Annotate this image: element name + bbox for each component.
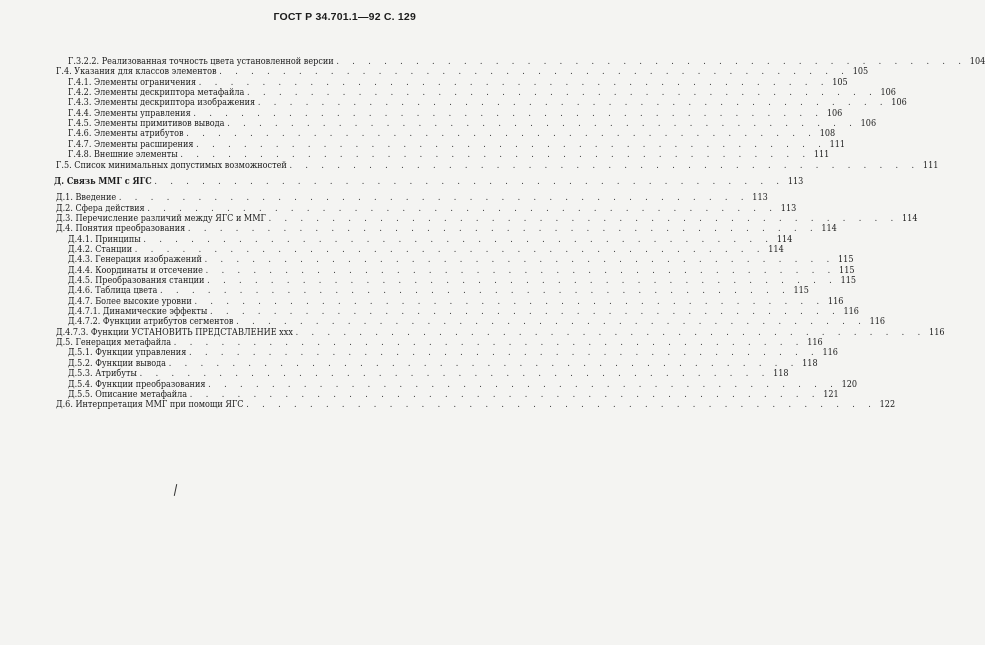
toc-entry-page: 105 bbox=[852, 67, 869, 78]
toc-entry-page: 113 bbox=[787, 176, 804, 187]
toc-entry-label: Г.4.7. Элементы расширения bbox=[68, 139, 194, 150]
toc-entry bbox=[68, 286, 809, 297]
toc-entry-page: 122 bbox=[879, 400, 896, 411]
toc-entry-label: Д.4.4. Координаты и отсечение bbox=[68, 265, 203, 276]
toc-leader-dots: . . . . . . . . . . . . . . . . . . . . . . . . . . . . . . . . . . . . . . . . bbox=[289, 160, 920, 171]
toc-entry-label: Г.4. Указания для классов элементов bbox=[56, 67, 217, 78]
toc-leader-dots: . . . . . . . . . . . . . . . . . . . . . . . . . . . . . . . . . . . . . . . . bbox=[227, 119, 858, 130]
toc-leader-dots: . . . . . . . . . . . . . . . . . . . . . . . . . . . . . . . . . . . . . . . . bbox=[187, 224, 818, 235]
toc-entry-label: Д.4.7.2. Функции атрибутов сегментов bbox=[68, 317, 234, 328]
toc-entry-page: 115 bbox=[840, 276, 857, 286]
toc-entry-page: 114 bbox=[821, 224, 837, 235]
toc-entry-label: Д.5.2. Функции вывода bbox=[68, 358, 166, 369]
toc-leader-dots: . . . . . . . . . . . . . . . . . . . . . . . . . . . . . . . . . . . . . . . . bbox=[189, 389, 820, 400]
toc-entry-page: 106 bbox=[880, 88, 896, 99]
toc-entry bbox=[68, 244, 784, 256]
toc-entry-page: 116 bbox=[929, 327, 945, 338]
toc-entry-label: Г.4.2. Элементы дескриптора метафайла bbox=[68, 88, 245, 99]
toc-entry-label: Г.4.6. Элементы атрибутов bbox=[68, 129, 184, 140]
toc-entry-label: Д.3. Перечисление различий между ЯГС и ММГ bbox=[56, 213, 266, 224]
toc-leader-dots: . . . . . . . . . . . . . . . . . . . . . . . . . . . . . . . . . . . . . . . . bbox=[205, 265, 836, 276]
toc-leader-dots: . . . . . . . . . . . . . . . . . . . . . . . . . . . . . . . . . . . . . . . . bbox=[236, 317, 867, 328]
toc-leader-dots: . . . . . . . . . . . . . . . . . . . . . . . . . . . . . . . . . . . . . . . . bbox=[134, 244, 765, 255]
toc-leader-dots: . . . . . . . . . . . . . . . . . . . . . . . . . . . . . . . . . . . . . . . . bbox=[204, 255, 835, 266]
toc-entry-label: Г.4.1. Элементы ограничения bbox=[68, 77, 197, 88]
toc-entry-label: Д.4.7.1. Динамические эффекты bbox=[68, 307, 208, 318]
toc-leader-dots: . . . . . . . . . . . . . . . . . . . . . . . . . . . . . . . . . . . . . . . . bbox=[186, 129, 817, 140]
toc-entry-label: Д.5.4. Функции преобразования bbox=[68, 379, 206, 390]
toc-leader-dots: . . . . . . . . . . . . . . . . . . . . . . . . . . . . . . . . . . . . . . . . bbox=[154, 176, 785, 187]
toc-leader-dots: . . . . . . . . . . . . . . . . . . . . . . . . . . . . . . . . . . . . . . . . bbox=[219, 67, 850, 78]
toc-entry-page: 118 bbox=[802, 358, 818, 369]
toc-leader-dots: . . . . . . . . . . . . . . . . . . . . . . . . . . . . . . . . . . . . . . . . bbox=[118, 193, 749, 204]
toc-entry-label: Д.6. Интерпретация ММГ при помощи ЯГС bbox=[56, 400, 244, 411]
toc-leader-dots: . . . . . . . . . . . . . . . . . . . . . . . . . . . . . . . . . . . . . . . . bbox=[147, 203, 778, 214]
toc-entry-page: 116 bbox=[807, 338, 823, 349]
toc-entry-page: 111 bbox=[922, 160, 939, 171]
toc-entry bbox=[68, 317, 886, 328]
toc-leader-dots: . . . . . . . . . . . . . . . . . . . . . . . . . . . . . . . . . . . . . . . . bbox=[257, 98, 888, 109]
toc-entry bbox=[56, 213, 918, 225]
toc-entry-label: Д.4. Понятия преобразования bbox=[56, 224, 186, 235]
toc-entry-page: 115 bbox=[793, 286, 809, 297]
toc-entry-label: Д. Связь ММГ с ЯГС bbox=[54, 176, 152, 187]
toc-entry-label: Д.5. Генерация метафайла bbox=[56, 338, 172, 349]
toc-leader-dots: . . . . . . . . . . . . . . . . . . . . . . . . . . . . . . . . . . . . . . . . bbox=[139, 369, 770, 380]
toc-leader-dots: . . . . . . . . . . . . . . . . . . . . . . . . . . . . . . . . . . . . . . . . bbox=[180, 150, 811, 161]
toc-entry bbox=[54, 176, 804, 188]
toc-entry-page: 108 bbox=[819, 129, 836, 140]
toc-entry bbox=[68, 119, 877, 130]
toc-entry bbox=[68, 98, 907, 109]
toc-entry-label: Д.4.5. Преобразования станции bbox=[68, 276, 205, 286]
toc-entry-label: Г.4.3. Элементы дескриптора изображения bbox=[68, 98, 256, 109]
toc-entry-label: Г.5. Список минимальных допустимых возможностей bbox=[56, 160, 287, 171]
toc-entry-page: 118 bbox=[773, 369, 789, 380]
toc-entry bbox=[68, 88, 896, 99]
toc-entry-page: 114 bbox=[768, 244, 784, 255]
toc-entry bbox=[68, 296, 844, 308]
toc-leader-dots: . . . . . . . . . . . . . . . . . . . . . . . . . . . . . . . . . . . . . . . . bbox=[198, 77, 829, 88]
toc-leader-dots: . . . . . . . . . . . . . . . . . . . . . . . . . . . . . . . . . . . . . . . . bbox=[196, 139, 827, 150]
toc-entry bbox=[68, 358, 818, 370]
toc-entry-label: Д.4.1. Принципы bbox=[68, 234, 141, 245]
toc-leader-dots: . . . . . . . . . . . . . . . . . . . . . . . . . . . . . . . . . . . . . . . . bbox=[160, 286, 791, 297]
toc-entry-page: 106 bbox=[826, 108, 843, 119]
toc-entry-page: 104 bbox=[969, 57, 985, 67]
toc-entry bbox=[68, 139, 846, 151]
toc-entry-label: Г.4.8. Внешние элементы bbox=[68, 150, 178, 161]
toc-leader-dots: . . . . . . . . . . . . . . . . . . . . . . . . . . . . . . . . . . . . . . . . bbox=[143, 234, 774, 245]
toc-entry-page: 114 bbox=[776, 234, 793, 245]
toc-entry-label: Д.5.5. Описание метафайла bbox=[68, 389, 188, 400]
toc-entry-label: Д.5.1. Функции управления bbox=[68, 348, 187, 359]
toc-entry-page: 111 bbox=[813, 150, 830, 161]
toc-leader-dots: . . . . . . . . . . . . . . . . . . . . . . . . . . . . . . . . . . . . . . . . bbox=[168, 358, 799, 369]
toc-entry bbox=[56, 193, 768, 204]
toc-entry bbox=[68, 369, 789, 380]
toc-entry bbox=[68, 348, 838, 359]
toc-leader-dots: . . . . . . . . . . . . . . . . . . . . . . . . . . . . . . . . . . . . . . . . bbox=[208, 379, 839, 390]
toc-entry bbox=[56, 224, 837, 235]
toc-entry bbox=[68, 57, 985, 68]
stray-mark bbox=[174, 484, 177, 496]
toc-entry bbox=[68, 265, 855, 277]
toc-entry bbox=[56, 400, 896, 411]
toc-entry bbox=[68, 276, 857, 287]
toc-entry-page: 113 bbox=[780, 203, 797, 214]
toc-entry bbox=[68, 129, 836, 140]
toc-entry bbox=[56, 203, 797, 215]
toc-entry-page: 114 bbox=[902, 213, 918, 224]
toc-entry-page: 106 bbox=[860, 119, 877, 130]
toc-entry bbox=[68, 389, 839, 401]
toc-entry bbox=[68, 379, 858, 391]
toc-entry-label: Д.5.3. Атрибуты bbox=[68, 369, 137, 380]
toc-entry-page: 121 bbox=[823, 389, 839, 400]
toc-leader-dots: . . . . . . . . . . . . . . . . . . . . . . . . . . . . . . . . . . . . . . . . bbox=[210, 307, 841, 318]
toc-entry-label: Д.4.3. Генерация изображений bbox=[68, 255, 202, 266]
toc-entry bbox=[68, 150, 830, 161]
toc-entry-page: 111 bbox=[829, 139, 846, 150]
toc-entry bbox=[68, 307, 859, 318]
toc-entry-page: 116 bbox=[869, 317, 886, 328]
toc-entry bbox=[68, 108, 843, 120]
toc-leader-dots: . . . . . . . . . . . . . . . . . . . . . . . . . . . . . . . . . . . . . . . . bbox=[189, 348, 820, 359]
toc-leader-dots: . . . . . . . . . . . . . . . . . . . . . . . . . . . . . . . . . . . . . . . . bbox=[247, 88, 878, 99]
toc-entry bbox=[56, 327, 945, 339]
toc-entry-page: 116 bbox=[822, 348, 838, 359]
toc-entry-label: Д.4.2. Станции bbox=[68, 244, 133, 255]
toc-entry-page: 115 bbox=[838, 255, 854, 266]
toc-entry-page: 113 bbox=[752, 193, 768, 204]
toc-entry-page: 116 bbox=[827, 296, 844, 307]
toc-entry bbox=[56, 67, 869, 78]
toc-entry-label: Д.4.7. Более высокие уровни bbox=[68, 296, 192, 307]
toc-entry bbox=[56, 338, 823, 349]
toc-entry-label: Г.4.5. Элементы примитивов вывода bbox=[68, 119, 225, 130]
toc-entry bbox=[68, 234, 793, 246]
toc-entry bbox=[68, 255, 854, 266]
toc-entry-page: 120 bbox=[841, 379, 858, 390]
toc-leader-dots: . . . . . . . . . . . . . . . . . . . . . . . . . . . . . . . . . . . . . . . . bbox=[193, 108, 824, 119]
toc-entry bbox=[68, 77, 848, 89]
toc-entry bbox=[56, 160, 939, 172]
toc-entry-label: Г.3.2.2. Реализованная точность цвета установленной версии bbox=[68, 57, 334, 67]
page-header: ГОСТ Р 34.701.1—92 С. 129 bbox=[273, 11, 416, 23]
toc-entry-page: 105 bbox=[832, 77, 848, 88]
toc-entry-page: 106 bbox=[891, 98, 907, 109]
toc-entry-label: Д.4.7.3. Функции УСТАНОВИТЬ ПРЕДСТАВЛЕНИЕ xxx bbox=[56, 327, 293, 338]
toc-leader-dots: . . . . . . . . . . . . . . . . . . . . . . . . . . . . . . . . . . . . . . . . bbox=[194, 296, 825, 307]
toc-leader-dots: . . . . . . . . . . . . . . . . . . . . . . . . . . . . . . . . . . . . . . . . bbox=[246, 400, 877, 411]
toc-entry-label: Д.4.6. Таблица цвета bbox=[68, 286, 158, 297]
toc-entry-page: 116 bbox=[843, 307, 859, 318]
toc-leader-dots: . . . . . . . . . . . . . . . . . . . . . . . . . . . . . . . . . . . . . . . . bbox=[295, 327, 926, 338]
toc-entry-page: 115 bbox=[839, 265, 855, 276]
toc-entry-label: Г.4.4. Элементы управления bbox=[68, 108, 191, 119]
toc-entry-label: Д.2. Сфера действия bbox=[56, 203, 145, 214]
toc-leader-dots: . . . . . . . . . . . . . . . . . . . . . . . . . . . . . . . . . . . . . . . . bbox=[268, 213, 899, 224]
toc-leader-dots: . . . . . . . . . . . . . . . . . . . . . . . . . . . . . . . . . . . . . . . . bbox=[336, 57, 967, 67]
toc-leader-dots: . . . . . . . . . . . . . . . . . . . . . . . . . . . . . . . . . . . . . . . . bbox=[173, 338, 804, 349]
toc-leader-dots: . . . . . . . . . . . . . . . . . . . . . . . . . . . . . . . . . . . . . . . . bbox=[207, 276, 838, 286]
toc-entry-label: Д.1. Введение bbox=[56, 193, 117, 204]
